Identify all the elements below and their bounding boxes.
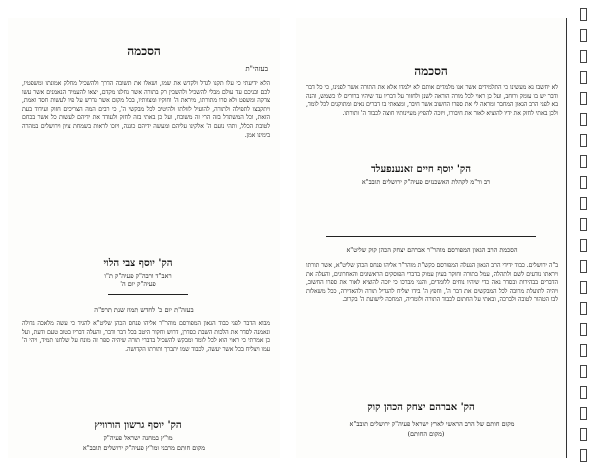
right-signature-2 (316, 402, 526, 413)
right-signature-2-sub-2: (מקום החותם) (407, 430, 445, 438)
left-page (8, 18, 280, 458)
binder-hole (580, 197, 587, 210)
binder-hole (580, 344, 587, 357)
left-signature-2-sub-1: מו"ץ במחנה ישראל פעיה"ק (103, 434, 173, 442)
binder-hole (580, 302, 587, 315)
binder-hole (580, 218, 587, 231)
binder-hole (580, 50, 587, 63)
right-signature-2-prefix: הק' (460, 402, 475, 413)
binder-hole (580, 155, 587, 168)
left-signature-2 (48, 420, 228, 431)
left-signature-1-sub-2: פעיה"ק יום ה' (120, 280, 156, 288)
right-signature-2-sub-1: מקום חותם של הרב הראשי לארץ ישראל פעיה"ק ירושלים תובב"א (349, 420, 515, 428)
binder-hole (580, 8, 587, 21)
right-intro: הסכמת הרב הגאון המפורסם מוהר"ר אברהם יצחק הכהן קוק שליט"א (346, 246, 518, 254)
right-signature-1-name: יוסף חיים זאנענפעלד (370, 164, 454, 175)
binder-hole (580, 323, 587, 336)
binder-hole (580, 260, 587, 273)
left-date: בעזהי"ת (245, 65, 268, 73)
left-signature-2-name: יוסף גרשון הורוויץ (94, 420, 164, 431)
right-signature-2-name: אברהם יצחק הכהן קוק (367, 402, 458, 413)
binder-hole (580, 386, 587, 399)
right-divider (326, 236, 536, 237)
binder-hole (580, 71, 587, 84)
binder-hole (580, 92, 587, 105)
binder-hole (580, 239, 587, 252)
binder-hole (580, 281, 587, 294)
left-signature-1 (48, 258, 228, 269)
left-body-2: מבוא הדבר לפני כבוד הגאון המפורסם מוהר"ר אליהו פנחס הכהן שליט"א להגיד כי עשה מלאכה גדולה ונאמנה לסדר את הלכות השבת כסדרן, דרוש וחקור היטב בכל דבר ודבר, והעלה דבריו בטוב טעם ודעת, ועל כן אמרתי כי ראוי הוא לכל לומד ומבקש להשכיל בדברי תורה שיהיה ספר זה מונח על שלחנו תמיד, ויהי ה' עמו ויצליח בכל אשר יעשה, לכבוד שמו יתברך ותורתו הקדושה. (22, 320, 270, 353)
left-signature-2-prefix: הק' (167, 420, 182, 431)
right-signature-1-prefix: הק' (456, 164, 472, 175)
right-heading: הסכמה (414, 64, 448, 78)
right-body-1: לא יחשבו נא מעשינו כי התלמידים אשר אנו מלמדים אותם לא ילמדו אלא את התורה אשר לפנינו, כי כל דבר ודבר יש בו עומק ורוחב, ועל כן ראוי לכל מורה הוראה לשנן ולחזור על דבריו עד שיהיו ברורים לו כשמש, והנה בא לפני הרב הגאון המחבר ומראה לי את ספרו החשוב אשר חיבר, ומצאתי בו דברים נאים ומתוקנים לכל לומד, ולכן באתי לחזק את ידיו להוציא לאור את חיבורו, ויזכה להפיץ מעיינותיו חוצה לכבוד ה' ותורתו. (306, 84, 558, 117)
left-signature-1-prefix: הק' (158, 258, 173, 269)
left-heading-2: בעזה"ת יום כ' לחדש תמוז שנת תרפ"ה (94, 306, 194, 314)
left-divider (108, 294, 188, 295)
binder-hole (580, 365, 587, 378)
binder-hole (580, 428, 587, 441)
binder-hole (580, 113, 587, 126)
left-heading: הסכמה (127, 44, 161, 58)
right-body-2: ב"ה ירושלים. כבוד ידידי הרב הגאון הנעלה המפורסם כקש"ת מוהר"ר אליהו פנחס הכהן שליט"א, אשר תורתו ויראתו נודעים לשם ולתהלה, עמל בתורה וחוקר בעיון עמוק בדברי הפוסקים הראשונים והאחרונים, והעלה את הדברים בבהירות ובסדר נאה כדי שיהיו נוחים ללומדים, והנני מברכו כי יזכה להוציא לאור את ספרו החשוב, ויהיה לתועלת מרובה לכל המבקשים את דבר ה', וחפץ ה' בידו יצליח להגדיל תורה ולהאדירה, ככל משאלות לבו הטהור לטובה ולברכה, ובאתי על החתום לכבוד התורה ולומדיה, המחכה לישועת ה' בקרוב. (306, 262, 558, 304)
left-signature-2-sub-2: מקום חותם מרבני ומו"ץ פעיה"ק ירושלים תובב"א (82, 444, 206, 452)
binder-hole (580, 449, 587, 462)
left-body-1: הלא ידיעתי כי עלו תקנו לגדל ולקדש את שמו, ושאלו את תשובה הדרך ולהשכיל מחלק אמונתו ומשפטיו, לכם ובניכם עד עולם מבלי להשכיל ולהשכין רק בתורה אשר נחלנו מקדם, יצאו להעמיד הנאמנים אשר עשו צדקה ומשפט ולא סרו מתורתו, מיראת ה' וחוקיו ומצוותיו, בכל מקום אשר נדרש על פיו לעשות חסד ואמת, ויתקבצו לתפילה ולתורה, להועיל לזולתו ולהיטיב לכל מבקשי ה', כי רבים המה הצריכים חזוק ועידוד בעת הזאת, וכל המשתדל בזה הרי זה משובח, ועל כן באתי בזה לחזק ולעודד את ידיהם לעשות כל אשר בכחם לטובת הכלל, ותהי נועם ה' אלקינו עליהם ומעשה ידיהם כוננה, ויזכו לראות בשמחת ציון וירושלים במהרה בימינו אמן. (22, 80, 270, 139)
binder-hole (580, 134, 587, 147)
binder-hole (580, 176, 587, 189)
left-signature-1-name: יוסף צבי הלוי (103, 258, 155, 269)
left-signature-1-sub-1: ראב"ד ורבה"ק פעיה"ק ת"ו (104, 272, 172, 280)
right-signature-1-sub: רב ור"מ לקהלת האשכנזים פעיה"ק ירושלים תובב"א (361, 178, 491, 186)
binder-hole (580, 29, 587, 42)
right-signature-1 (316, 164, 526, 175)
binder-hole (580, 407, 587, 420)
right-page (296, 18, 567, 458)
